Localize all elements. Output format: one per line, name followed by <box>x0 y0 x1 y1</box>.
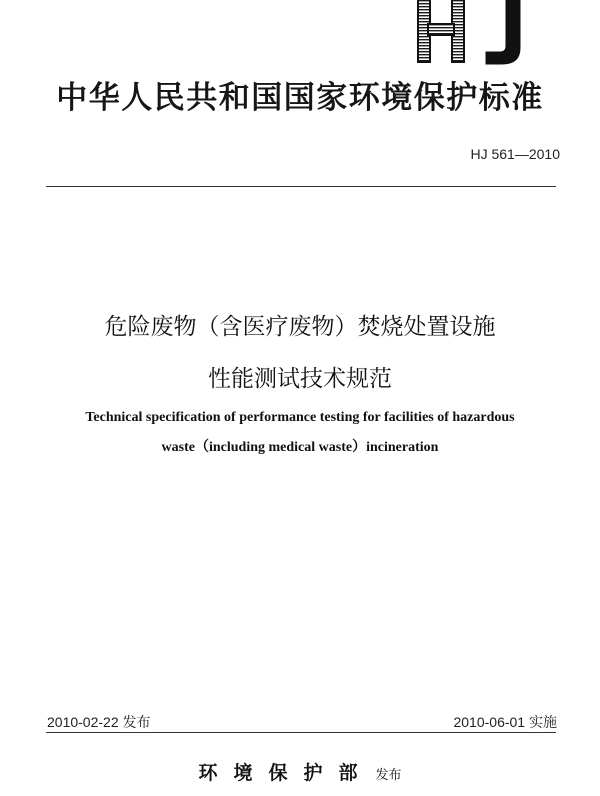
implementation-date: 2010-06-01 实施 <box>453 714 557 730</box>
document-title-en-line2: waste（including medical waste）incineration <box>161 440 439 455</box>
publisher-suffix: 发布 <box>375 768 402 783</box>
document-title-zh-line2: 性能测试技术规范 <box>208 366 392 392</box>
standard-category-title: 中华人民共和国国家环境保护标准 <box>56 80 544 116</box>
hj-logo-mark <box>412 0 542 70</box>
footer-divider <box>46 732 556 733</box>
hj-logo <box>412 0 542 70</box>
standard-code: HJ 561—2010 <box>470 146 560 162</box>
publisher-line <box>0 758 600 785</box>
publisher-name: 环境保护部 <box>198 762 374 784</box>
issue-date: 2010-02-22 发布 <box>47 714 151 730</box>
document-title-en-line1: Technical specification of performance testing for facilities of hazardous <box>85 410 515 425</box>
document-title-zh-line1: 危险废物（含医疗废物）焚烧处置设施 <box>104 314 496 340</box>
header-divider <box>46 186 556 187</box>
